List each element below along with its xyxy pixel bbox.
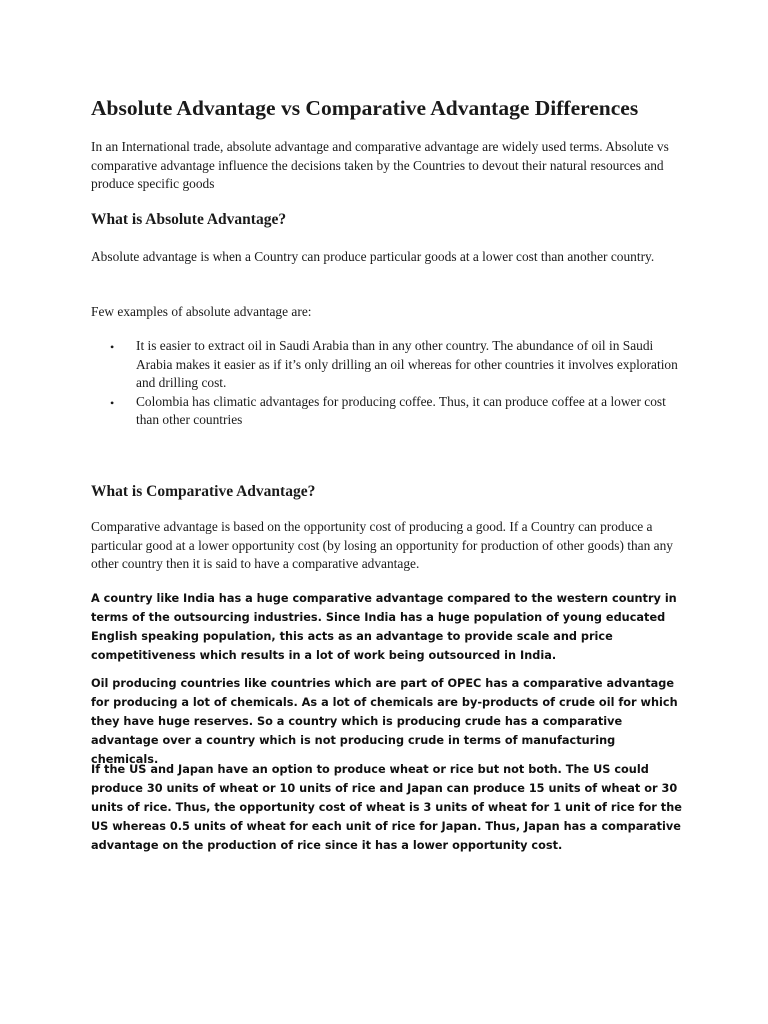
bullet-text: It is easier to extract oil in Saudi Arabia than in any other country. The abundance of oil in Saudi Arabia makes it easier as if it’s only drilling an oil whereas for other countries it involves exploration and drilling cost. [136,338,678,391]
page-title: Absolute Advantage vs Comparative Advantage Differences [91,96,639,120]
us-japan-example-paragraph: If the US and Japan have an option to produce wheat or rice but not both. The US could produce 30 units of wheat or 10 units of rice and Japan can produce 15 units of wheat or 30 units of rice. Thus, the opportunity cost of wheat is 3 units of wheat for 1 unit of rice for the US whereas 0.5 units of wheat for each unit of rice for Japan. Thus, Japan has a comparative advantage on the production of rice since it has a lower opportunity cost. [91,763,682,852]
bullet-text: Colombia has climatic advantages for producing coffee. Thus, it can produce coffee at a lower cost than other countries [136,393,666,428]
examples-intro: Few examples of absolute advantage are: [91,304,312,319]
absolute-advantage-definition: Absolute advantage is when a Country can produce particular goods at a lower cost than another country. [91,249,655,264]
opec-example-paragraph: Oil producing countries like countries which are part of OPEC has a comparative advantage for producing a lot of chemicals. As a lot of chemicals are by-products of crude oil for which they have huge reserves. So a country which is producing crude has a comparative advantage over a country which is not producing crude in terms of manufacturing chemicals. [91,677,678,766]
bullet-icon: • [110,395,115,410]
absolute-advantage-heading: What is Absolute Advantage? [91,211,287,228]
india-example-paragraph: A country like India has a huge comparative advantage compared to the western country in terms of the outsourcing industries. Since India has a huge population of young educated English speaking population, this acts as an advantage to provide scale and price competitiveness which results in a lot of work being outsourced in India. [91,592,677,662]
list-item [91,337,681,393]
bullet-icon: • [110,340,115,354]
comparative-advantage-definition: Comparative advantage is based on the opportunity cost of producing a good. If a Country can produce a particular good at a lower opportunity cost (by losing an opportunity for production of other goods) than any other country then it is said to have a comparative advantage. [91,519,673,572]
absolute-advantage-examples-list [91,337,681,430]
list-item [91,393,681,430]
intro-paragraph: In an International trade, absolute advantage and comparative advantage are widely used terms. Absolute vs comparative advantage influence the decisions taken by the Countries to devout their natural resources and produce specific goods [91,139,669,192]
comparative-advantage-heading: What is Comparative Advantage? [91,483,316,500]
